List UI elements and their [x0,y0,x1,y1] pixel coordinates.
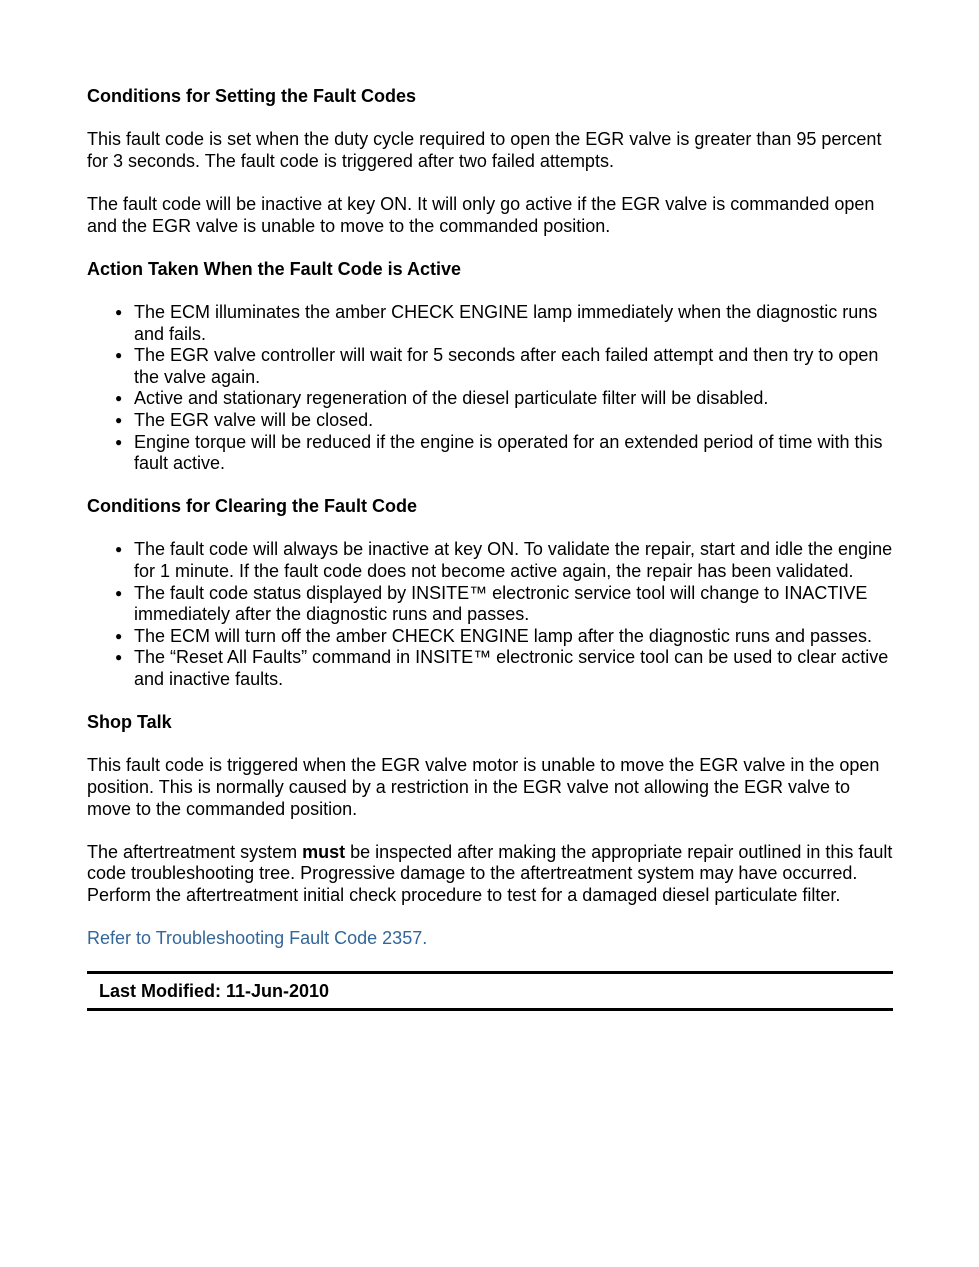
list-item [115,625,893,648]
bullet-icon: ● [115,650,123,665]
list-item [115,301,893,345]
clearing-list [87,539,893,690]
bullet-icon: ● [115,628,123,643]
troubleshooting-link[interactable]: Refer to Troubleshooting Fault Code 2357. [87,928,428,949]
shop-talk-text-before: The aftertreatment system [87,841,303,862]
list-item-text: The fault code will always be inactive at key ON. To validate the repair, start and idle the engine for 1 minute. If the fault code does not become active again, the repair has been validated. [134,539,893,582]
last-modified-text: Last Modified: 11-Jun-2010 [99,981,330,1002]
last-modified-bar [87,971,893,1011]
shop-talk-paragraph-2 [87,842,893,907]
document-body [87,86,893,1011]
list-item-text: The ECM will turn off the amber CHECK ENGINE lamp after the diagnostic runs and passes. [134,625,872,646]
list-item-text: The “Reset All Faults” command in INSITE™ electronic service tool can be used to clear active and inactive faults. [134,647,889,690]
shop-talk-emphasis: must [302,841,346,862]
heading-clearing-conditions: Conditions for Clearing the Fault Code [87,496,417,517]
bullet-icon: ● [115,542,123,557]
list-item-text: The ECM illuminates the amber CHECK ENGINE lamp immediately when the diagnostic runs and fails. [134,301,878,344]
bullet-icon: ● [115,304,123,319]
bullet-icon: ● [115,585,123,600]
list-item-text: Engine torque will be reduced if the engine is operated for an extended period of time with this fault active. [134,431,883,474]
setting-paragraph-1: This fault code is set when the duty cycle required to open the EGR valve is greater than 95 percent for 3 seconds. The fault code is triggered after two failed attempts. [87,129,882,171]
list-item [115,388,893,410]
list-item-text: The fault code status displayed by INSITE™ electronic service tool will change to INACTIVE immediately after the diagnostic runs and passes. [134,582,868,625]
list-item-text: The EGR valve will be closed. [134,409,374,430]
list-item [115,582,893,626]
heading-shop-talk: Shop Talk [87,712,172,733]
list-item-text: The EGR valve controller will wait for 5 seconds after each failed attempt and then try to open the valve again. [134,345,879,387]
bullet-icon: ● [115,434,123,449]
heading-setting-conditions: Conditions for Setting the Fault Codes [87,86,416,106]
bullet-icon: ● [115,391,123,406]
list-item [115,431,893,475]
list-item [115,345,893,388]
shop-talk-text-after: be inspected after making the appropriate repair outlined in this fault code troubleshooting tree. Progressive damage to the aftertreatment system may have occurred. Perform the aftertreatment initial check procedure to test for a damaged diesel particulate filter. [87,841,893,905]
list-item [115,647,893,690]
list-item [115,539,893,582]
shop-talk-paragraph-1: This fault code is triggered when the EGR valve motor is unable to move the EGR valve in the open position. This is normally caused by a restriction in the EGR valve not allowing the EGR valve to move to the commanded position. [87,755,880,819]
setting-paragraph-2: The fault code will be inactive at key ON. It will only go active if the EGR valve is commanded open and the EGR valve is unable to move to the commanded position. [87,193,875,236]
heading-action-taken: Action Taken When the Fault Code is Active [87,258,462,279]
list-item [115,409,893,432]
list-item-text: Active and stationary regeneration of the diesel particulate filter will be disabled. [134,388,769,409]
bullet-icon: ● [115,348,123,363]
action-list [87,302,893,475]
bullet-icon: ● [115,412,123,427]
